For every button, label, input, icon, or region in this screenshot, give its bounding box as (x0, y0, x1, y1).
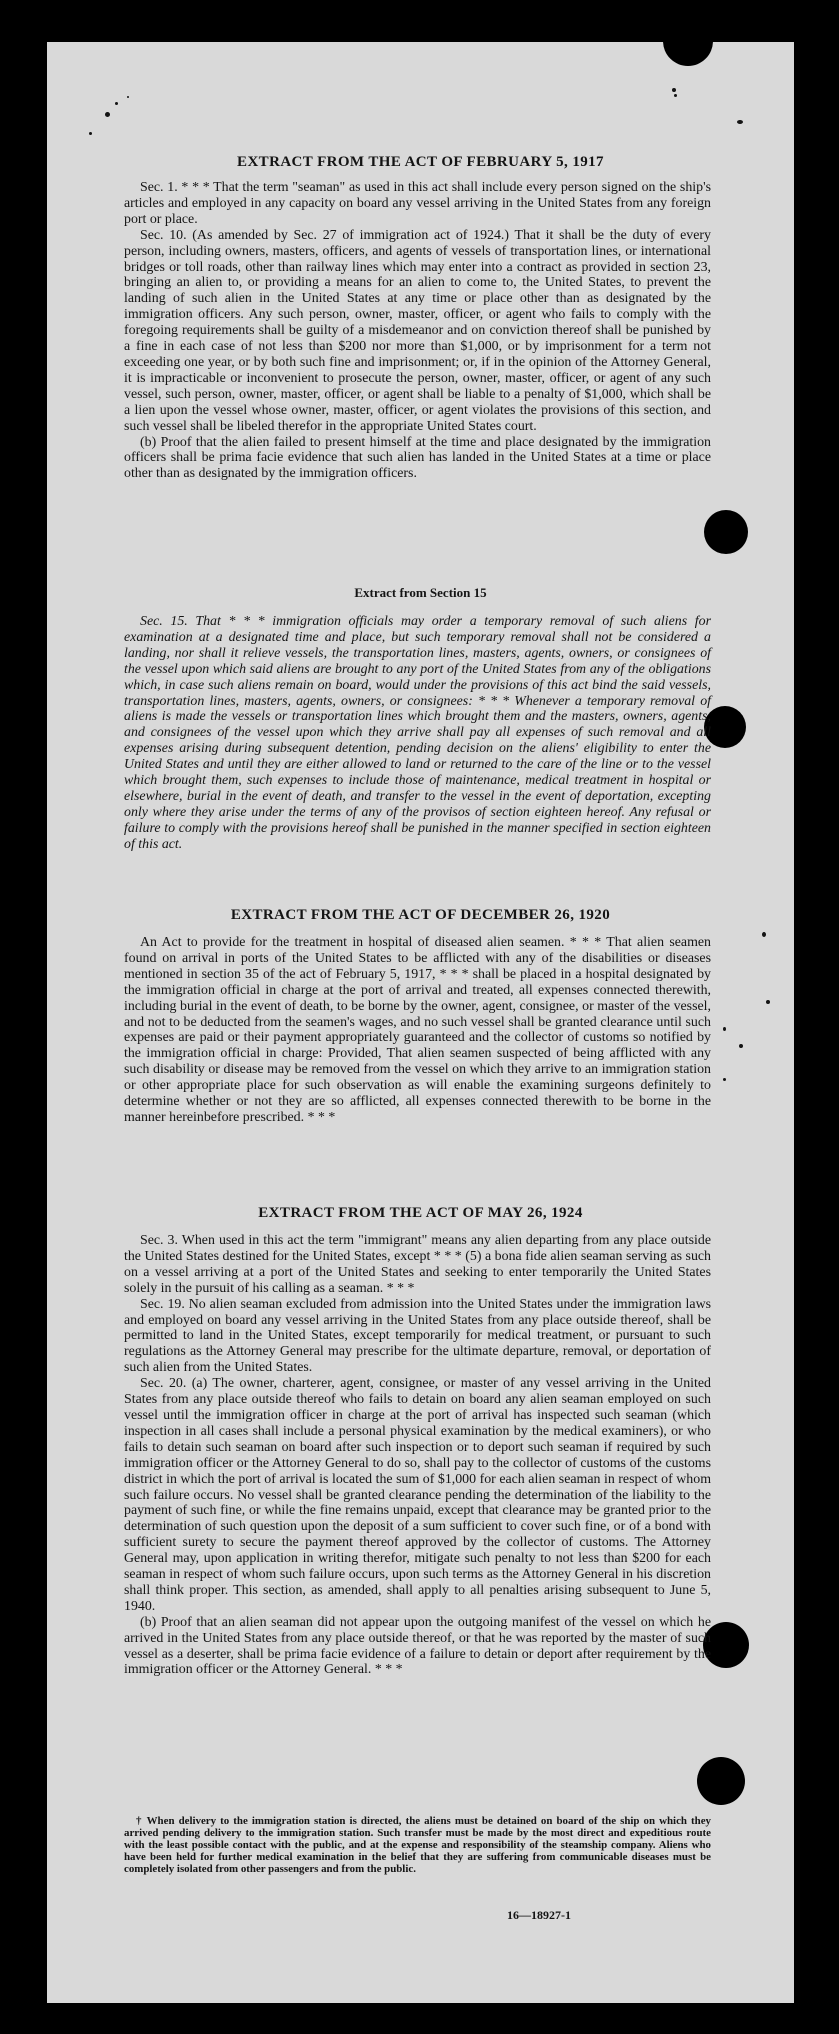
heading-act-1917: EXTRACT FROM THE ACT OF FEBRUARY 5, 1917 (237, 154, 604, 170)
section-act-1917 (124, 180, 711, 482)
section-act-1924 (124, 1233, 711, 1678)
speck-4 (127, 96, 129, 98)
form-number: 16—18927-1 (507, 1908, 571, 1922)
punch-hole-upper (704, 510, 748, 554)
paragraph-sec-3: Sec. 3. When used in this act the term "immigrant" means any alien departing from any place outside the United States destined for the United States, except * * * (5) a bona fide alien seaman serving as such on a vessel arriving at a port of the United States and seeking to enter temporarily the United States solely in the pursuit of his calling as a seaman. * * * (124, 1233, 711, 1296)
subheading-section-15: Extract from Section 15 (354, 585, 487, 600)
speck-9 (766, 1000, 770, 1004)
speck-1 (105, 112, 110, 117)
speck-8 (762, 932, 766, 937)
speck-12 (723, 1078, 726, 1081)
punch-hole-top (663, 42, 713, 66)
speck-7 (737, 120, 743, 124)
paragraph-sec-1: Sec. 1. * * * That the term "seaman" as used in this act shall include every person signed on the ship's articles and employed in any capacity on board any vessel arriving in the United States from any foreign port or place. (124, 180, 711, 227)
punch-hole-bottom (697, 1757, 745, 1805)
speck-6 (674, 94, 677, 97)
speck-11 (739, 1044, 743, 1048)
section-act-1920 (124, 935, 711, 1126)
speck-5 (672, 88, 676, 92)
speck-10 (723, 1027, 726, 1031)
paragraph-proof-1917: (b) Proof that the alien failed to present himself at the time and place designated by the immigration officers shall be prima facie evidence that such alien has landed in the United States at a time or place other than as designated by the immigration officers. (124, 434, 711, 482)
speck-3 (89, 132, 92, 135)
heading-act-1920: EXTRACT FROM THE ACT OF DECEMBER 26, 1920 (230, 907, 611, 923)
paragraph-sec-19: Sec. 19. No alien seaman excluded from admission into the United States under the immigration laws and employed on board any vessel arriving in the United States from any place outside thereof, shall be permitted to land in the United States, except temporarily for medical treatment, or pursuant to such regulations as the Attorney General may prescribe for the ultimate departure, removal, or deportation of such alien from the United States. (124, 1296, 711, 1376)
speck-2 (115, 102, 118, 105)
footnote: † When delivery to the immigration station is directed, the aliens must be detained on board of the ship on which they arrived pending delivery to the immigration station. Such transfer must be made by the most direct and expeditious route with the least possible contact with the public, and at the expense and responsibility of the steamship company. Aliens who have been held for further medical examination in the belief that they are suffering from communicable diseases must be completely isolated from other passengers and from the public. (124, 1815, 711, 1875)
paragraph-sec-10: Sec. 10. (As amended by Sec. 27 of immigration act of 1924.) That it shall be the duty of every person, including owners, masters, officers, and agents of vessels of transportation lines, or international bridges or toll roads, other than railway lines which may enter into a contract as provided in section 23, bringing an alien to, or providing a means for an alien to come to, the United States, to prevent the landing of such alien in the United States at any time or place other than as designated by the immigration officers. Any such person, owner, master, officer, or agent who fails to comply with the foregoing requirements shall be guilty of a misdemeanor and on conviction thereof shall be punished by a fine in each case of not less than $200 nor more than $1,000, or by imprisonment for a term not exceeding one year, or by both such fine and imprisonment; or, if in the opinion of the Attorney General, it is impracticable or inconvenient to prosecute the person, owner, master, officer, or agent of any such vessel, such person, owner, master, officer, or agent shall be liable to a penalty of $1,000, which shall be a lien upon the vessel whose owner, master, officer, or agent violates the provisions of this section, and such vessel shall be libeled therefor in the appropriate United States court. (124, 227, 711, 434)
heading-act-1924: EXTRACT FROM THE ACT OF MAY 26, 1924 (258, 1205, 583, 1221)
paragraph-sec-20: Sec. 20. (a) The owner, charterer, agent, consignee, or master of any vessel arriving in the United States from any place outside thereof who fails to detain on board any alien seaman employed on such vessel until the immigration officer in charge at the port of arrival has inspected such seaman (which inspection in all cases shall include a personal physical examination by the medical examiners), or who fails to detain such seaman on board after such inspection or to deport such seaman if required by such immigration officer or the Attorney General to do so, shall pay to the collector of customs of the customs district in which the port of arrival is located the sum of $1,000 for each alien seaman in respect of whom such failure occurs. No vessel shall be granted clearance pending the determination of the liability to the payment of such fine, or while the fine remains unpaid, except that clearance may be granted prior to the determination of such question upon the deposit of a sum sufficient to cover such fine, or of a bond with sufficient surety to secure the payment thereof approved by the collector of customs. The Attorney General may, upon application in writing therefor, mitigate such penalty to not less than $200 for each seaman in respect of whom such failure occurs, upon such terms as the Attorney General in his discretion shall think proper. This section, as amended, shall apply to all penalties arising subsequent to June 5, 1940. (124, 1376, 711, 1614)
paragraph-proof-1924: (b) Proof that an alien seaman did not appear upon the outgoing manifest of the vessel on which he arrived in the United States from any place outside thereof, or that he was reported by the master of such vessel as a deserter, shall be prima facie evidence of a failure to detain or deport after requirement by the immigration officer or the Attorney General. * * * (124, 1614, 711, 1678)
document-page (47, 42, 794, 2003)
paragraph-act-1920: An Act to provide for the treatment in hospital of diseased alien seamen. * * * That alien seamen found on arrival in ports of the United States to be afflicted with any of the disabilities or diseases mentioned in section 35 of the act of February 5, 1917, * * * shall be placed in a hospital designated by the immigration official in charge at the port of arrival and treated, all expenses connected therewith, including burial in the event of death, to be borne by the owner, agent, consignee, or master of the vessel, and not to be deducted from the seamen's wages, and no such vessel shall be granted clearance until such expenses are paid or their payment appropriately guaranteed and the collector of customs so notified by the immigration official in charge: Provided, That alien seamen suspected of being afflicted with any such disability or disease may be removed from the vessel on which they arrive to an immigration station or other appropriate place for such observation as will enable the examining surgeons definitely to determine whether or not they are so afflicted, all expenses connected therewith to be borne in the manner hereinbefore prescribed. * * * (124, 935, 711, 1125)
section-15 (124, 614, 711, 853)
paragraph-sec-15: Sec. 15. That * * * immigration officials may order a temporary removal of such aliens for examination at a designated time and place, but such temporary removal shall not be considered a landing, nor shall it relieve vessels, the transportation lines, masters, agents, owners, or consignees of the vessel upon which said aliens are brought to any port of the United States from any of the obligations which, in case such aliens remain on board, would under the provisions of this act bind the said vessels, transportation lines, masters, agents, owners, or consignees: * * * Whenever a temporary removal of aliens is made the vessels or transportation lines which brought them and the masters, owners, agents, and consignees of the vessel upon which they arrive shall pay all expenses of such removal and all expenses arising during subsequent detention, pending decision on the aliens' eligibility to enter the United States and until they are either allowed to land or returned to the care of the line or to the vessel which brought them, such expenses to include those of maintenance, medical treatment in hospital or elsewhere, burial in the event of death, and transfer to the vessel in the event of deportation, excepting only where they arise under the terms of any of the provisos of section eighteen hereof. Any refusal or failure to comply with the provisions hereof shall be punished in the manner specified in section eighteen of this act. (124, 614, 711, 852)
